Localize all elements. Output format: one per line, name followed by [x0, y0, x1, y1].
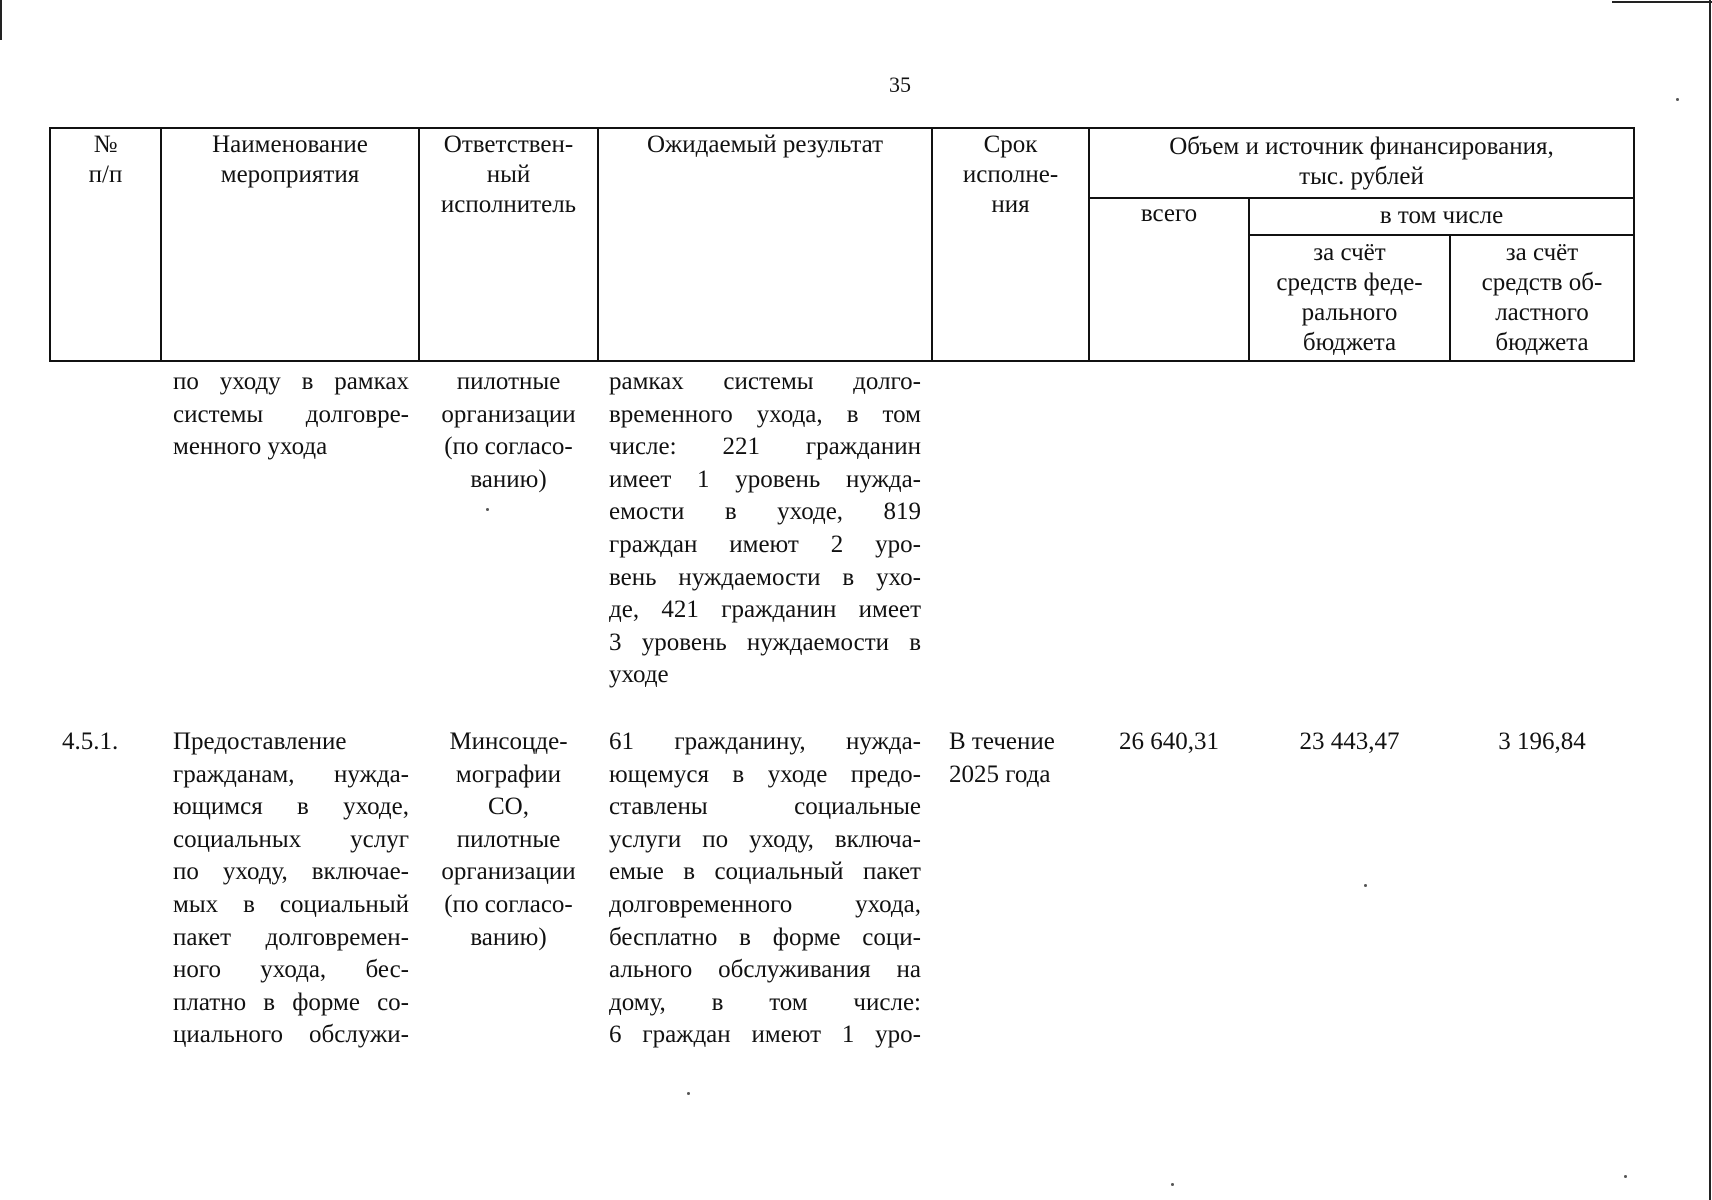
scan-speck	[1364, 884, 1367, 887]
header-including: в том числе	[1379, 202, 1504, 229]
header-name: Наименование мероприятия	[212, 131, 368, 188]
scan-edge-right	[1709, 0, 1711, 1200]
row-1-federal: 23 443,47	[1299, 728, 1400, 755]
col-border-8	[1633, 127, 1635, 362]
scan-speck	[1624, 1175, 1627, 1178]
header-funding: Объем и источник финансирования, тыс. рублей	[1169, 133, 1554, 190]
row-1-result: 61 гражданину, нужда- ющемуся в уходе предо- ставлены социальные услуги по уходу, включа- емые в социальный пакет долговременного ухода, бесплатно в форме соци- ального обслуживания на дому, в том числе: 6 граждан имеют 1 уро-	[609, 728, 921, 1049]
header-deadline: Срок исполне- ния	[962, 131, 1059, 218]
page-number: 35	[889, 72, 911, 97]
row-1-total: 26 640,31	[1119, 728, 1219, 755]
scan-edge-top-right	[1612, 1, 1712, 3]
scan-speck	[687, 1092, 690, 1095]
row-1-regional: 3 196,84	[1498, 728, 1586, 755]
row-0-result: рамках системы долго- временного ухода, в том числе: 221 гражданин имеет 1 уровень нужда- емости в уходе, 819 граждан имеют 2 уро- вень нуждаемости в ухо- де, 421 гражданин имеет 3 уровень нуждаемости в уходе	[609, 368, 921, 689]
scan-speck	[1676, 98, 1679, 101]
header-federal: за счёт средств феде- рального бюджета	[1276, 239, 1423, 356]
row-1-name: Предоставление гражданам, нужда- ющимся в уходе, социальных услуг по уходу, включае- мых в социальный пакет долговремен- ного ухода, бес- платно в форме со- циального обслужи-	[173, 728, 409, 1049]
scan-edge-top-left	[0, 0, 2, 40]
header-bottom-border	[49, 360, 1635, 362]
row-0-responsible: пилотные организации (по согласо- ванию)	[441, 368, 576, 493]
scan-speck	[486, 508, 489, 511]
header-regional: за счёт средств об- ластного бюджета	[1481, 239, 1603, 356]
header-num: № п/п	[88, 131, 123, 188]
header-responsible: Ответствен- ный исполнитель	[440, 131, 577, 218]
header-result: Ожидаемый результат	[646, 131, 884, 158]
row-1-responsible: Минсоцде- мографии СО, пилотные организации (по согласо- ванию)	[441, 728, 576, 951]
row-0-name: по уходу в рамках системы долговре- менного ухода	[173, 368, 409, 461]
row-1-deadline: В течение 2025 года	[949, 728, 1055, 788]
col-border-3	[597, 127, 599, 362]
row-1-num: 4.5.1.	[62, 728, 119, 755]
header-total: всего	[1140, 200, 1198, 227]
header-top-border	[49, 127, 1635, 129]
including-divider-line	[1248, 234, 1635, 236]
scan-speck	[1171, 1183, 1174, 1186]
